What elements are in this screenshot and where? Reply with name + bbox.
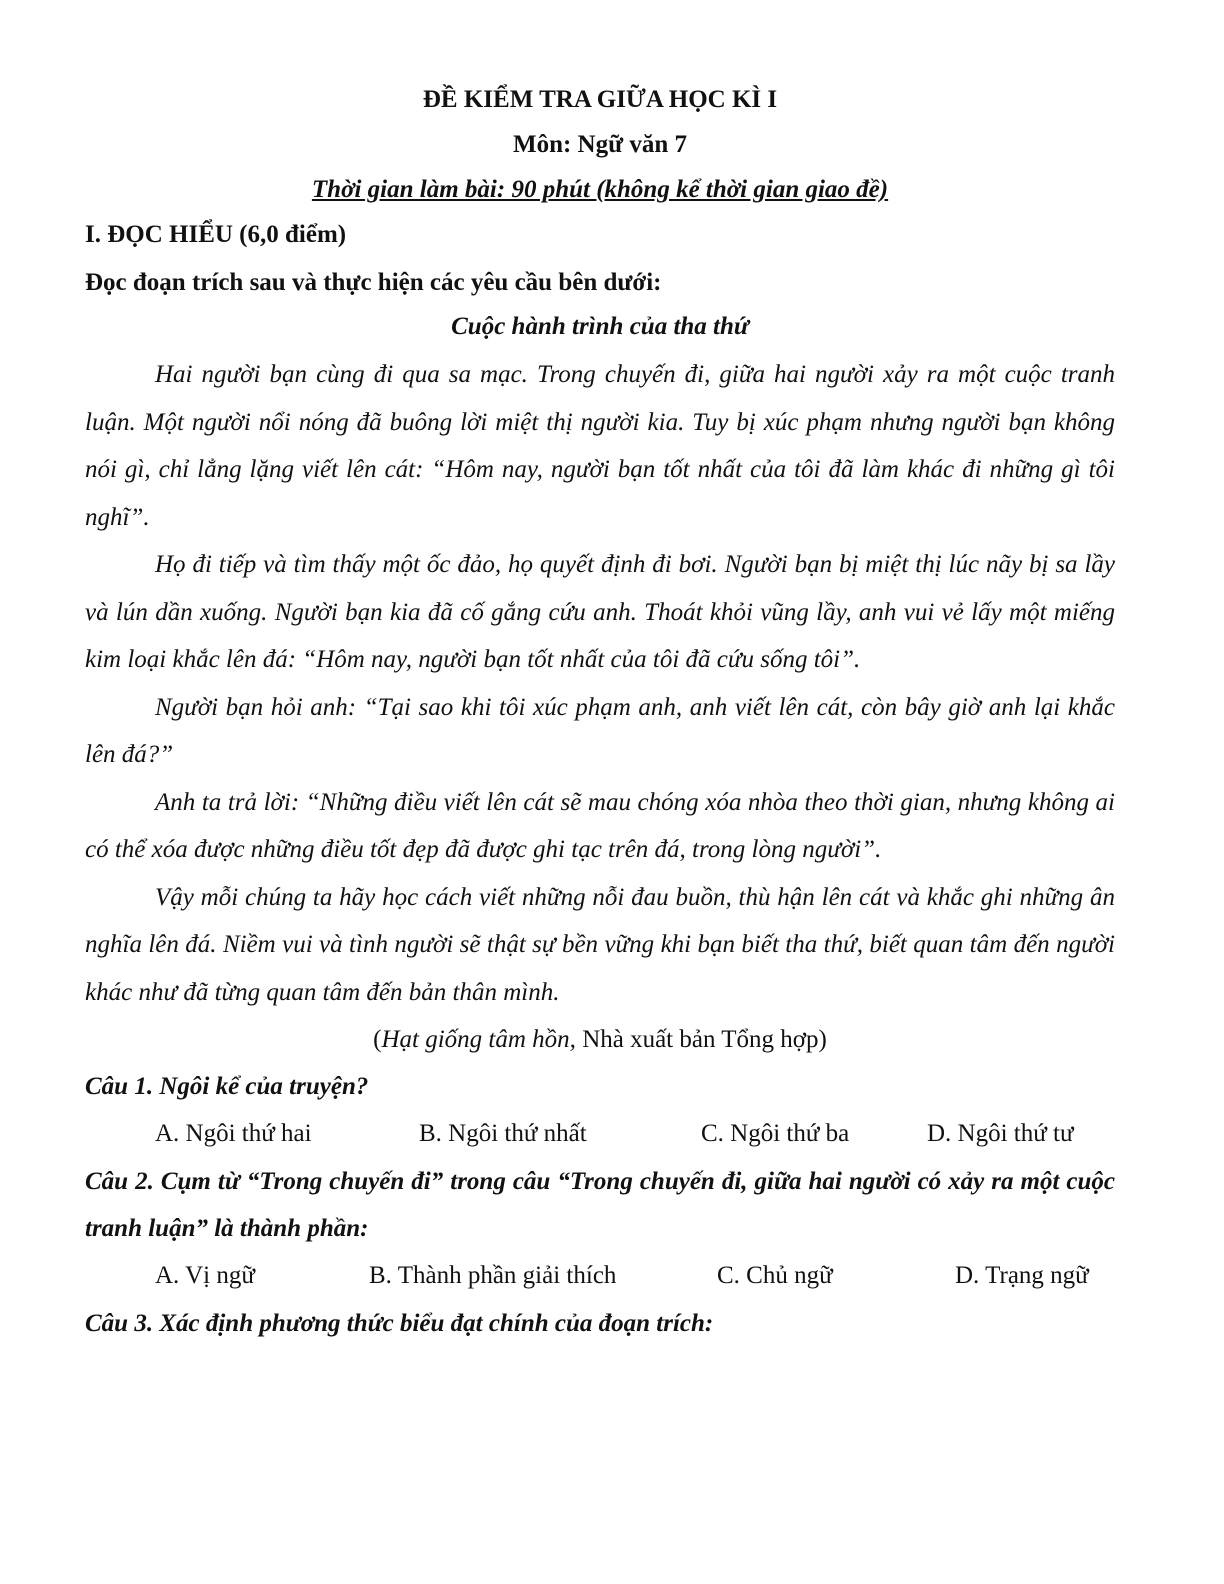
passage-paragraph: Người bạn hỏi anh: “Tại sao khi tôi xúc phạm anh, anh viết lên cát, còn bây giờ anh lại khắc lên đá?” bbox=[85, 693, 1115, 768]
exam-subject: Môn: Ngữ văn 7 bbox=[512, 131, 688, 158]
source-publisher: Nhà xuất bản Tổng hợp) bbox=[575, 1026, 827, 1053]
option-d: D. Ngôi thứ tư bbox=[927, 1120, 1074, 1147]
passage-title: Cuộc hành trình của tha thứ bbox=[451, 313, 749, 340]
source-open: ( bbox=[373, 1026, 382, 1053]
question-3: Câu 3. Xác định phương thức biểu đạt chính của đoạn trích: bbox=[85, 1310, 714, 1337]
option-a: A. Ngôi thứ hai bbox=[155, 1120, 312, 1147]
option-c: C. Chủ ngữ bbox=[717, 1262, 833, 1289]
passage-paragraph: Hai người bạn cùng đi qua sa mạc. Trong chuyến đi, giữa hai người xảy ra một cuộc tranh luận. Một người nổi nóng đã buông lời miệt thị người kia. Tuy bị xúc phạm nhưng người bạn không nói gì, chỉ lẳng lặng viết lên cát: “Hôm nay, người bạn tốt nhất của tôi đã làm khác đi những gì tôi nghĩ”. bbox=[85, 361, 1115, 531]
option-c: C. Ngôi thứ ba bbox=[701, 1120, 850, 1147]
passage-paragraph: Anh ta trả lời: “Những điều viết lên cát sẽ mau chóng xóa nhòa theo thời gian, nhưng không ai có thể xóa được những điều tốt đẹp đã được ghi tạc trên đá, trong lòng người”. bbox=[85, 788, 1115, 863]
section-instruction: Đọc đoạn trích sau và thực hiện các yêu cầu bên dưới: bbox=[85, 269, 662, 296]
question-1: Câu 1. Ngôi kể của truyện? bbox=[85, 1073, 369, 1100]
question-2: Câu 2. Cụm từ “Trong chuyến đi” trong câu “Trong chuyến đi, giữa hai người có xảy ra một cuộc tranh luận” là thành phần: bbox=[85, 1168, 1115, 1242]
option-a: A. Vị ngữ bbox=[155, 1262, 255, 1289]
exam-page bbox=[85, 80, 1115, 1347]
passage-paragraph: Vậy mỗi chúng ta hãy học cách viết những nỗi đau buồn, thù hận lên cát và khắc ghi những ân nghĩa lên đá. Niềm vui và tình người sẽ thật sự bền vững khi bạn biết tha thứ, biết quan tâm đến người khác như đã từng quan tâm đến bản thân mình. bbox=[85, 883, 1115, 1006]
option-b: B. Ngôi thứ nhất bbox=[419, 1120, 587, 1147]
source-book: Hạt giống tâm hồn, bbox=[381, 1026, 576, 1053]
passage-source bbox=[85, 1016, 1115, 1063]
passage-paragraph: Họ đi tiếp và tìm thấy một ốc đảo, họ quyết định đi bơi. Người bạn bị miệt thị lúc nãy bị sa lầy và lún dần xuống. Người bạn kia đã cố gắng cứu anh. Thoát khỏi vũng lầy, anh vui vẻ lấy một miếng kim loại khắc lên đá: “Hôm nay, người bạn tốt nhất của tôi đã cứu sống tôi”. bbox=[85, 551, 1115, 673]
exam-title: ĐỀ KIỂM TRA GIỮA HỌC KÌ I bbox=[422, 86, 778, 113]
question-1-options bbox=[85, 1110, 1115, 1158]
option-b: B. Thành phần giải thích bbox=[369, 1262, 617, 1289]
exam-time: Thời gian làm bài: 90 phút (không kể thời gian giao đề) bbox=[311, 176, 889, 203]
question-2-options bbox=[85, 1252, 1115, 1300]
section-heading: I. ĐỌC HIỂU (6,0 điểm) bbox=[85, 221, 347, 248]
option-d: D. Trạng ngữ bbox=[955, 1262, 1089, 1289]
